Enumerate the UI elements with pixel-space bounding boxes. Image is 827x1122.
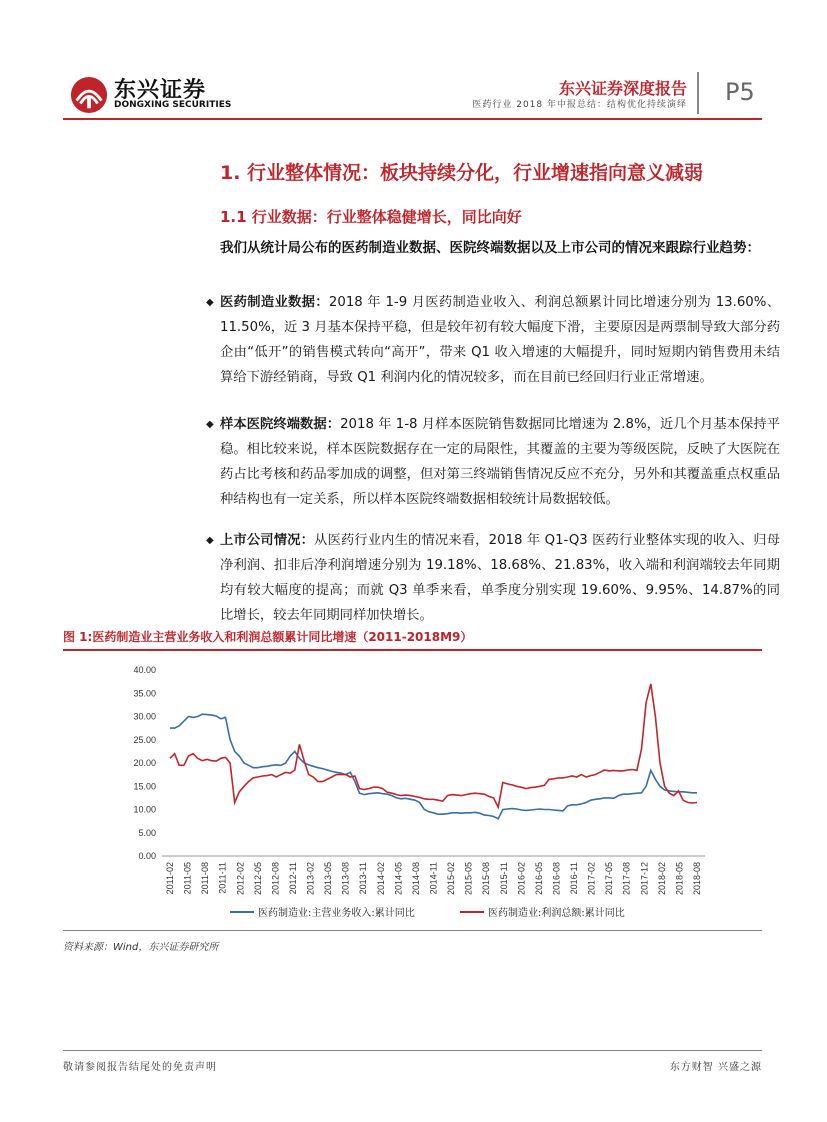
x-tick-label: 2014-05 bbox=[393, 862, 404, 896]
bullet-text: 2018 年 1-9 月医药制造业收入、利润总额累计同比增速分别为 13.60%、11.50%，近 3 月基本保持平稳，但是较年初有较大幅度下滑，主要原因是两票制导致大部分药企由“低开”的销售模式转向“高开”，带来 Q1 收入增速的大幅提升，同时短期内销售费用未结算给下游经销商，导致 Q1 利润内化的情况较多，而在目前已经回归行业正常增速。 bbox=[220, 295, 781, 385]
header-divider bbox=[697, 72, 699, 114]
subsection-heading: 1.1 行业数据：行业整体稳健增长，同比向好 bbox=[220, 208, 522, 226]
footer-rule bbox=[63, 1050, 762, 1051]
x-tick-label: 2014-11 bbox=[428, 862, 439, 895]
x-tick-label: 2013-02 bbox=[305, 862, 316, 896]
report-title: 东兴证券深度报告 bbox=[558, 79, 687, 98]
figure-title: 图 1:医药制造业主营业务收入和利润总额累计同比增速（2011-2018M9） bbox=[63, 630, 473, 644]
x-tick-label: 2016-05 bbox=[533, 862, 544, 896]
y-tick-label: 10.00 bbox=[133, 804, 156, 815]
bullet-listed-companies bbox=[206, 528, 780, 628]
x-tick-label: 2018-05 bbox=[674, 862, 685, 896]
line-chart bbox=[120, 662, 720, 924]
x-tick-label: 2013-11 bbox=[358, 862, 369, 895]
x-tick-label: 2016-08 bbox=[551, 862, 562, 896]
logo-text: 东兴证券 bbox=[114, 78, 207, 103]
x-tick-label: 2011-05 bbox=[182, 862, 193, 895]
figure-bottom-rule bbox=[63, 930, 762, 931]
bullet-label: 医药制造业数据： bbox=[220, 295, 329, 310]
bullet-text: 2018 年 1-8 月样本医院销售数据同比增速为 2.8%，近几个月基本保持平稳。相比较来说，样本医院数据存在一定的局限性，其覆盖的主要为等级医院，反映了大医院在药占比考核和药品零加成的调整，但对第三终端销售情况反应不充分，另外和其覆盖重点权重品种结构也有一定关系，所以样本医院终端数据相较统计局数据较低。 bbox=[220, 417, 781, 507]
report-subtitle: 医药行业 2018 年中报总结：结构优化持续演绎 bbox=[472, 100, 687, 110]
x-tick-label: 2018-08 bbox=[692, 862, 702, 896]
figure-rule bbox=[63, 649, 762, 651]
y-tick-label: 30.00 bbox=[133, 711, 156, 722]
x-tick-label: 2013-08 bbox=[340, 862, 351, 896]
bullet-label: 样本医院终端数据： bbox=[220, 417, 341, 432]
footer-slogan: 东方财智 兴盛之源 bbox=[669, 1062, 762, 1073]
x-tick-label: 2017-02 bbox=[586, 862, 597, 896]
dongxing-logo-icon bbox=[70, 76, 108, 114]
bullet-hospital bbox=[206, 412, 780, 512]
x-tick-label: 2016-02 bbox=[516, 862, 527, 896]
bullet-diamond-icon: ◆ bbox=[206, 535, 214, 546]
x-tick-label: 2015-11 bbox=[498, 862, 509, 895]
series-revenue-line bbox=[170, 714, 697, 819]
bullet-label: 上市公司情况： bbox=[220, 533, 315, 548]
y-tick-label: 40.00 bbox=[133, 665, 156, 675]
x-tick-label: 2014-08 bbox=[410, 862, 421, 896]
y-tick-label: 5.00 bbox=[138, 827, 156, 838]
x-tick-label: 2011-11 bbox=[217, 862, 228, 894]
page-number: P5 bbox=[725, 78, 755, 106]
x-tick-label: 2012-05 bbox=[252, 862, 263, 896]
x-tick-label: 2016-11 bbox=[569, 862, 580, 895]
x-tick-label: 2017-05 bbox=[604, 862, 615, 896]
x-tick-label: 2015-08 bbox=[481, 862, 492, 896]
y-tick-label: 15.00 bbox=[133, 781, 156, 792]
y-tick-label: 20.00 bbox=[133, 758, 156, 768]
x-tick-label: 2012-02 bbox=[235, 862, 246, 896]
legend-profit-label: 医药制造业:利润总额:累计同比 bbox=[488, 908, 625, 919]
bullet-diamond-icon: ◆ bbox=[206, 297, 214, 308]
y-tick-label: 35.00 bbox=[133, 688, 156, 699]
x-tick-label: 2012-08 bbox=[270, 862, 281, 896]
bullet-text: 从医药行业内生的情况来看，2018 年 Q1-Q3 医药行业整体实现的收入、归母净利润、扣非后净利润增速分别为 19.18%、18.68%、21.83%，收入端和利润端较去年同期均有较大幅度的提高；而就 Q3 单季来看，单季度分别实现 19.60%、9.95%、14.87%的同比增长，较去年同期同样加快增长。 bbox=[220, 533, 781, 623]
x-tick-label: 2018-02 bbox=[656, 862, 667, 896]
logo-english-text: DONGXING SECURITIES bbox=[114, 100, 232, 110]
x-tick-label: 2017-08 bbox=[621, 862, 632, 896]
x-tick-label: 2011-02 bbox=[165, 862, 175, 895]
x-tick-label: 2012-11 bbox=[287, 862, 298, 895]
y-tick-label: 0.00 bbox=[138, 851, 156, 861]
figure-source: 资料来源：Wind，东兴证券研究所 bbox=[63, 942, 219, 953]
x-tick-label: 2013-05 bbox=[323, 862, 334, 896]
x-tick-label: 2015-05 bbox=[463, 862, 474, 896]
bullet-diamond-icon: ◆ bbox=[206, 419, 214, 430]
x-tick-label: 2015-02 bbox=[446, 862, 457, 896]
section-heading: 1. 行业整体情况：板块持续分化，行业增速指向意义减弱 bbox=[220, 162, 704, 184]
y-tick-label: 25.00 bbox=[133, 734, 156, 745]
footer-disclaimer: 敬请参阅报告结尾处的免责声明 bbox=[63, 1062, 217, 1073]
header-rule bbox=[63, 118, 762, 120]
intro-paragraph: 我们从统计局公布的医药制造业数据、医院终端数据以及上市公司的情况来跟踪行业趋势： bbox=[220, 240, 760, 256]
x-tick-label: 2017-12 bbox=[639, 862, 650, 896]
legend-revenue-label: 医药制造业:主营业务收入:累计同比 bbox=[258, 908, 415, 919]
x-tick-label: 2011-08 bbox=[200, 862, 211, 895]
bullet-manufacturing bbox=[206, 290, 780, 390]
x-tick-label: 2014-02 bbox=[375, 862, 386, 896]
series-profit-line bbox=[170, 684, 697, 807]
